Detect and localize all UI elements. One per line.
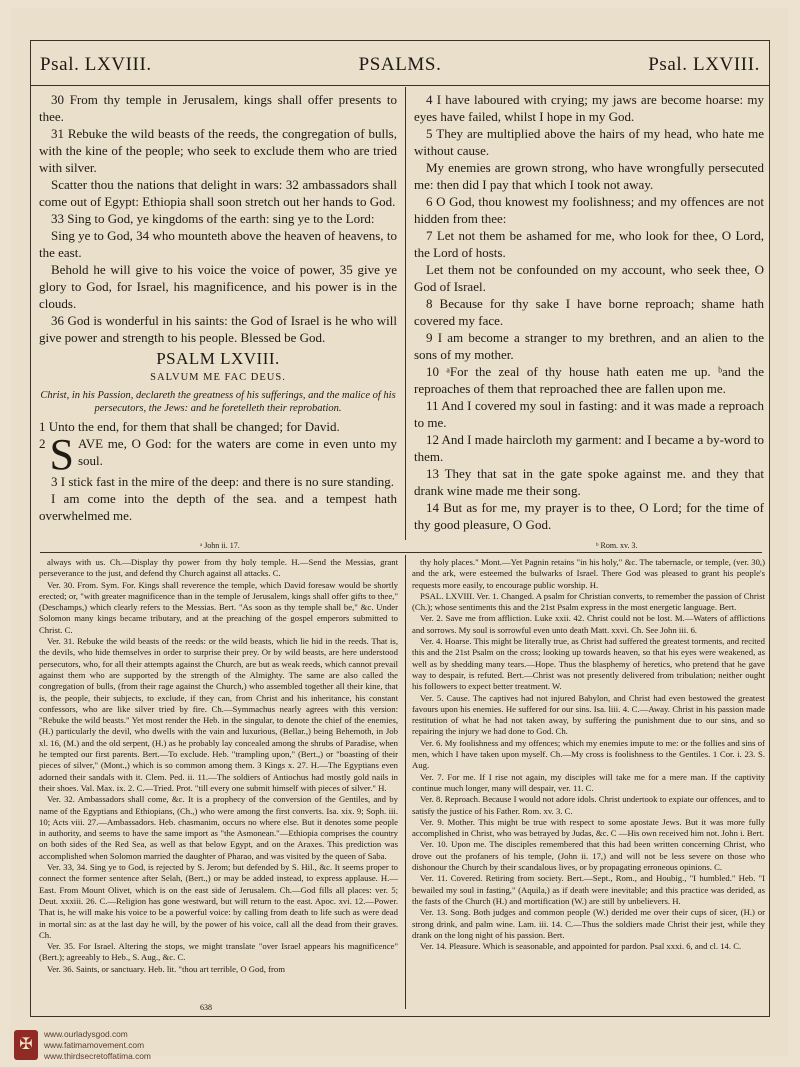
left-text-column [39, 91, 397, 524]
verse: Behold he will give to his voice the voice of power, 35 give ye glory to God, for Israel, his magnificence, and his power is in the clouds. [39, 262, 397, 311]
column-divider-notes [405, 555, 406, 1009]
verse: My enemies are grown strong, who have wrongfully persecuted me: then did I pay that which I took not away. [414, 160, 764, 192]
verse-number: 2 [39, 436, 46, 451]
note: Ver. 11. Covered. Retiring from society. Bert.—Sept., Rom., and Houbig., "I humbled." Heb. "I bewailed my soul in fasting," (Aquila,) as if death were inevitable; and this practice was derided, as the fasts of the Church (H.) and mortification (W.) are still by unbelievers. H. [412, 873, 765, 906]
psalm-subtitle: SALVUM ME FAC DEUS. [150, 372, 286, 383]
verse-with-dropcap [39, 430, 397, 479]
verse: 13 They that sat in the gate spoke against me. and they that drank wine made me their song. [414, 466, 764, 498]
commentary-right [412, 557, 765, 952]
note: PSAL. LXVIII. Ver. 1. Changed. A psalm for Christian converts, to remember the passion of Christ (Ch.); whose sentiments this and the 21st Psalm express in the most energetic language. Bert. [412, 590, 765, 613]
note: Ver. 36. Saints, or sanctuary. Heb. lit. "thou art terrible, O God, from [47, 963, 285, 974]
note: Ver. 33, 34. Sing ye to God, is rejected by S. Jerom; but defended by S. Hil., &c. It seems proper to connect the former sentence after Selah, (Bert.,) or may be added instead, to express applause. H.—East. From Mount Olivet, which is on the east side of Jerusalem. Ch.—God fills all places: ver. 5; Deut. xxxiii. 26. C.—Religion has gone westward, but will return to the east. Apoc. xvi. 12.—Power. That is, he will make his voice to be a powerful voice: by calling from death to life such as were dead in mortal sin: as at the last day he will, by the power of his voice, call all the dead from their graves. Ch. [39, 862, 398, 940]
verse: Sing ye to God, 34 who mounteth above the heaven of heavens, to the east. [39, 228, 397, 260]
verse: 10 ᵃFor the zeal of thy house hath eaten me up. ᵇand the reproaches of them that reproached thee are fallen upon me. [414, 364, 764, 396]
psalm-title: PSALM LXVIII. [156, 349, 280, 368]
verse: 1 Unto the end, for them that shall be changed; for David. [39, 419, 340, 434]
drop-cap: S [49, 430, 74, 479]
footnote-left: ᵃ John ii. 17. [200, 541, 240, 550]
note: Ver. 2. Save me from affliction. Luke xxii. 42. Christ could not be lost. M.—Waters of afflictions and sorrows. My soul is sorrowful even unto death Matt. xxvi. Ch. See John iii. 6. [412, 613, 765, 635]
note: Ver. 32. Ambassadors shall come, &c. It is a prophecy of the conversion of the Gentiles, and by name of the Egyptians and Ethiopians, (Ch.,) who were among the first converts. Isa. xix. 9; Soph. iii. 10; Acts viii. 27.—Ambassadors. Heb. chasmanim, occurs no where else. But it denotes some people in authority, and seems to have the same import as "the Asmonean."—Ethiopia comprises the country on both sides of the Red Sea, as well as that below Egypt, and on the Araxes. This prediction was accomplished when Solomon married the daughter of Pharao, and was visited by the queen of Saba. [39, 794, 398, 861]
note: Ver. 14. Pleasure. Which is seasonable, and appointed for pardon. Psal xxxi. 6, and cl. 14. C. [420, 941, 742, 952]
running-head-right: Psal. LXVIII. [648, 54, 760, 75]
note: thy holy places." Mont.—Yet Pagnin retains "in his holy," &c. The tabernacle, or temple, (ver. 30,) and the ark, were esteemed the bulwarks of Israel. There God was pleased to grant his people's requests more easily, to encourage public worship. H. [412, 557, 765, 590]
verse: 4 I have laboured with crying; my jaws are become hoarse: my eyes have failed, whilst I hope in my God. [414, 92, 764, 124]
note: Ver. 5. Cause. The captives had not injured Babylon, and Christ had even bestowed the greatest favours upon his enemies. He suffered for our sins. Isa. liii. 4. C.—Away. Christ in his passion made restitution of what he had not taken away, by suffering the punishment due to our sins, and so repairing the injury we had done to God. Ch. [412, 692, 765, 737]
verse: 14 But as for me, my prayer is to thee, O Lord; for the time of thy good pleasure, O God. [414, 500, 764, 532]
commentary-left [39, 557, 398, 975]
note: Ver. 10. Upon me. The disciples remembered that this had been written concerning Christ, who drove out the profaners of his temple, (John ii. 17,) and will not be less severe on those who dishonour the Church by their scandalous lives, or by propagating erroneous opinions. C. [412, 839, 765, 873]
note: Ver. 13. Song. Both judges and common people (W.) derided me over their cups of sicer, (H.) or strong drink, and palm wine. Lam. iii. 14. C.—Thus the soldiers made Christ their jest, while they drank on the long night of his passion. Bert. [412, 907, 765, 940]
page-number: 638 [200, 1003, 212, 1012]
watermark-url[interactable]: www.fatimamovement.com [44, 1040, 145, 1050]
verse: 7 Let not them be ashamed for me, who look for thee, O Lord, the Lord of hosts. [414, 228, 764, 260]
note: Ver. 9. Mother. This might be true with respect to some apostate Jews. But it was more fully accomplished in Christ, who was betrayed by Judas, &c. C —His own received him not. John i. Bert. [412, 816, 765, 839]
verse: Let them not be confounded on my account, who seek thee, O God of Israel. [414, 262, 764, 294]
watermark-url[interactable]: www.ourladysgod.com [44, 1029, 128, 1039]
note: Ver. 7. For me. If I rise not again, my disciples will take me for a mere man. If the captivity continue much longer, many will despair, ver. 11. C. [412, 771, 765, 793]
watermark-url[interactable]: www.thirdsecretoffatima.com [44, 1051, 151, 1061]
verse: 6 O God, thou knowest my foolishness; and my offences are not hidden from thee: [414, 194, 764, 226]
running-head-title: PSALMS. [358, 54, 442, 75]
note: Ver. 8. Reproach. Because I would not adore idols. Christ undertook to expiate our offences, and to satisfy the justice of his Father. Rom. xv. 3. C. [412, 794, 765, 816]
verse: Scatter thou the nations that delight in wars: 32 ambassadors shall come out of Egypt: Ethiopia shall soon stretch out her hands to God. [39, 177, 397, 209]
verse: 9 I am become a stranger to my brethren, and an alien to the sons of my mother. [414, 330, 764, 362]
note: Ver. 35. For Israel. Altering the stops, we might translate "over Israel appears his magnificence" (Bert.); agreeably to Heb., S. Aug., &c. C. [39, 941, 398, 963]
shield-logo-icon: ✠ [14, 1030, 38, 1060]
verse-text: AVE me, O God: for the waters are come in even unto my soul. [77, 436, 397, 468]
verse: I am come into the depth of the sea. and a tempest hath overwhelmed me. [39, 491, 397, 523]
running-head-left: Psal. LXVIII. [40, 54, 152, 75]
verse: 8 Because for thy sake I have borne reproach; shame hath covered my face. [414, 296, 764, 328]
verse: 36 God is wonderful in his saints: the God of Israel is he who will give power and strength to his people. Blessed be God. [39, 313, 397, 345]
footnote-right: ᵇ Rom. xv. 3. [596, 541, 638, 550]
note: Ver. 31. Rebuke the wild beasts of the reeds: or the wild beasts, which lie hid in the reeds. That is, the devils, who hide themselves in order to surprise their prey. Or by wild beasts, are here understood persecutors, who, for all their attempts against the Church, are but as weak reeds, which cannot prevail against them who are supported by the strength of the Almighty. The same are also called the congregation of bulls, (from their rage against the Church,) who assembled together all their kine, that is, the people, their subjects, to exclude, if they can, from Christ and his inheritance, his constant confessors, who are like silver tried by fire. Ch.—Symmachus nearly agrees with this version: "Rebuke the wild beasts." Yet most render the Heb. in the singular, to denote the chief of the enemies, (H.) particularly the devil, who dwells with the vain and luxurious, (Bellar.,) being Behemoth, in Job xl. 16, (M.) and the old serpent, (H.) as he probably lay concealed among the shrubs of Paradise, when he tempted our first parents. Bert.—To exclude. Heb. "trampling upon," (Bert.,) or "boasting of their pieces of silver," (Mont.,) which is so common among them. 3 Kings x. 27. H.—The Egyptians even adorned their sandals with it. Clem. Ped. ii. 11.—The soldiers of Antiochus had mostly gold nails in their shoes. Val. Max. ix. 2. C.—Tried. Prot. "till every one submit himself with pieces of silver." H. [39, 636, 398, 793]
psalm-argument: Christ, in his Passion, declareth the greatness of his sufferings, and the malice of his persecutors, the Jews: and he foretelleth their reprobation. [40, 390, 396, 414]
verse: 3 I stick fast in the mire of the deep: and there is no sure standing. [51, 474, 394, 489]
note: Ver. 4. Hoarse. This might be literally true, as Christ had suffered the greatest torments, and recited this and the 21st Psalm on the cross; looking up towards heaven, so that his eyes were weakened, as well as by shedding many tears.—Hope. Thus the blasphemy of heretics, who pretend that he gave way to despair, is refuted. Bert.—Christ was not presently delivered from tribulation; neither ought his followers to expect better treatment. W. [412, 636, 765, 692]
column-divider-top [405, 87, 406, 540]
verse: 11 And I covered my soul in fasting: and it was made a reproach to me. [414, 398, 764, 430]
right-text-column [414, 91, 764, 533]
note: always with us. Ch.—Display thy power from thy holy temple. H.—Send the Messias, grant perseverance to the just, and defend thy Church against all attacks. C. [39, 557, 398, 579]
verse: 5 They are multiplied above the hairs of my head, who hate me without cause. [414, 126, 764, 158]
note: Ver. 6. My foolishness and my offences; which my enemies impute to me: or the follies and sins of men, which I have taken upon myself. Ch.—My cross is foolishness to the Gentiles. 1 Cor. i. 23. S. Aug. [412, 737, 765, 771]
verse: 12 And I made haircloth my garment: and I became a by-word to them. [414, 432, 764, 464]
footnote-rule [40, 552, 762, 553]
note: Ver. 30. From. Sym. For. Kings shall reverence the temple, which David foresaw would be shortly erected; or, "with greater magnificence than in the temple of Jerusalem, kings shall offer gifts to thee," (Deschamps,) which clearly refers to the Messias. Bert. "As soon as thy temple shall be," &c. Under Solomon many kings became tributary, and at the preaching of the gospel emperors submitted to Christ. C. [39, 579, 398, 635]
verse: 33 Sing to God, ye kingdoms of the earth: sing ye to the Lord: [51, 211, 375, 226]
header-rule [30, 85, 770, 86]
verse: 31 Rebuke the wild beasts of the reeds, the congregation of bulls, with the kine of the people; who seek to exclude them who are tried with silver. [39, 126, 397, 175]
verse: 30 From thy temple in Jerusalem, kings shall offer presents to thee. [39, 92, 397, 124]
